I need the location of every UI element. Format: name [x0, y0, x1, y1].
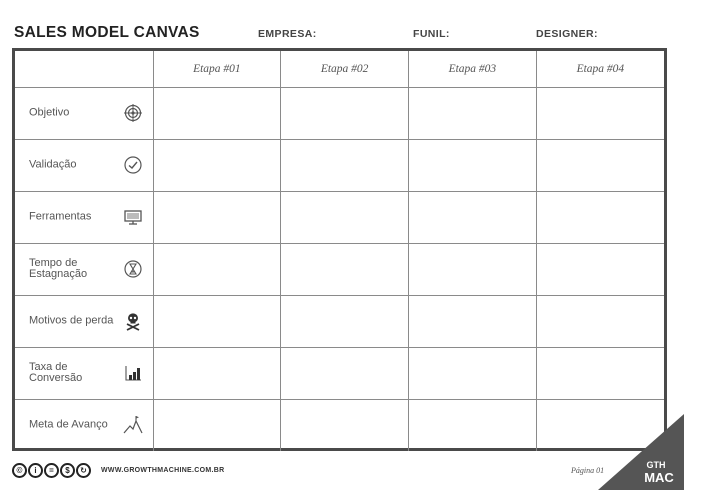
row-meta-avanco — [15, 399, 664, 451]
row-label-cell — [15, 295, 153, 347]
row-label: Taxa de Conversão — [29, 361, 83, 384]
canvas-cell[interactable] — [409, 87, 537, 139]
designer-label: DESIGNER: — [536, 28, 598, 40]
row-label: Motivos de perda — [29, 314, 114, 327]
row-taxa-conversao — [15, 347, 664, 399]
hourglass-icon — [123, 259, 143, 279]
canvas-cell[interactable] — [281, 87, 409, 139]
target-icon — [123, 103, 143, 123]
canvas-cell[interactable] — [153, 399, 281, 451]
canvas-cell[interactable] — [153, 87, 281, 139]
canvas-cell[interactable] — [281, 139, 409, 191]
row-label: Validação — [29, 158, 77, 171]
stage-header-row — [15, 51, 664, 87]
skull-crossbones-icon — [123, 311, 143, 331]
canvas-cell[interactable] — [409, 295, 537, 347]
canvas-cell[interactable] — [281, 191, 409, 243]
row-tempo-estagnacao — [15, 243, 664, 295]
canvas-cell[interactable] — [153, 243, 281, 295]
footer-url[interactable]: WWW.GROWTHMACHINE.COM.BR — [101, 466, 225, 474]
canvas-cell[interactable] — [536, 191, 664, 243]
canvas-cell[interactable] — [153, 191, 281, 243]
canvas-cell[interactable] — [281, 347, 409, 399]
row-validacao — [15, 139, 664, 191]
stage-header-3: Etapa #03 — [409, 51, 537, 87]
page-title: SALES MODEL CANVAS — [14, 24, 200, 41]
canvas-cell[interactable] — [536, 295, 664, 347]
bar-chart-icon — [123, 363, 143, 383]
footer-license — [12, 462, 224, 478]
row-label: Meta de Avanço — [29, 418, 108, 431]
svg-text:GTH: GTH — [646, 460, 666, 470]
stage-header-4: Etapa #04 — [536, 51, 664, 87]
by-icon: i — [28, 463, 43, 478]
canvas-header — [14, 22, 684, 48]
row-ferramentas — [15, 191, 664, 243]
row-label-cell — [15, 87, 153, 139]
row-objetivo — [15, 87, 664, 139]
row-label: Objetivo — [29, 106, 70, 119]
license-icons — [12, 463, 91, 478]
mountain-flag-icon — [123, 415, 143, 435]
corner-cell — [15, 51, 153, 87]
svg-text:MAC: MAC — [644, 470, 674, 485]
canvas-cell[interactable] — [536, 87, 664, 139]
canvas-cell[interactable] — [536, 347, 664, 399]
canvas-cell[interactable] — [409, 243, 537, 295]
canvas-cell[interactable] — [536, 243, 664, 295]
row-motivos-perda — [15, 295, 664, 347]
row-label-cell — [15, 243, 153, 295]
growth-machine-logo — [598, 414, 684, 490]
check-circle-icon — [123, 155, 143, 175]
row-label-cell — [15, 399, 153, 451]
cc-icon: © — [12, 463, 27, 478]
canvas-cell[interactable] — [281, 243, 409, 295]
canvas-cell[interactable] — [281, 399, 409, 451]
canvas-grid — [12, 48, 667, 451]
empresa-label: EMPRESA: — [258, 28, 317, 40]
nc-icon: $ — [60, 463, 75, 478]
canvas-cell[interactable] — [281, 295, 409, 347]
stage-header-2: Etapa #02 — [281, 51, 409, 87]
monitor-icon — [123, 207, 143, 227]
canvas-cell[interactable] — [153, 295, 281, 347]
canvas-cell[interactable] — [536, 139, 664, 191]
sa-icon: ↻ — [76, 463, 91, 478]
page-number: Página 01 — [571, 466, 605, 475]
canvas-cell[interactable] — [409, 139, 537, 191]
canvas-cell[interactable] — [153, 139, 281, 191]
stage-header-1: Etapa #01 — [153, 51, 281, 87]
canvas-cell[interactable] — [409, 399, 537, 451]
row-label: Ferramentas — [29, 210, 92, 223]
row-label-cell — [15, 139, 153, 191]
row-label: Tempo de Estagnação — [29, 257, 88, 280]
row-label-cell — [15, 347, 153, 399]
funil-label: FUNIL: — [413, 28, 450, 40]
nd-icon: = — [44, 463, 59, 478]
row-label-cell — [15, 191, 153, 243]
canvas-cell[interactable] — [409, 347, 537, 399]
canvas-cell[interactable] — [409, 191, 537, 243]
canvas-cell[interactable] — [153, 347, 281, 399]
